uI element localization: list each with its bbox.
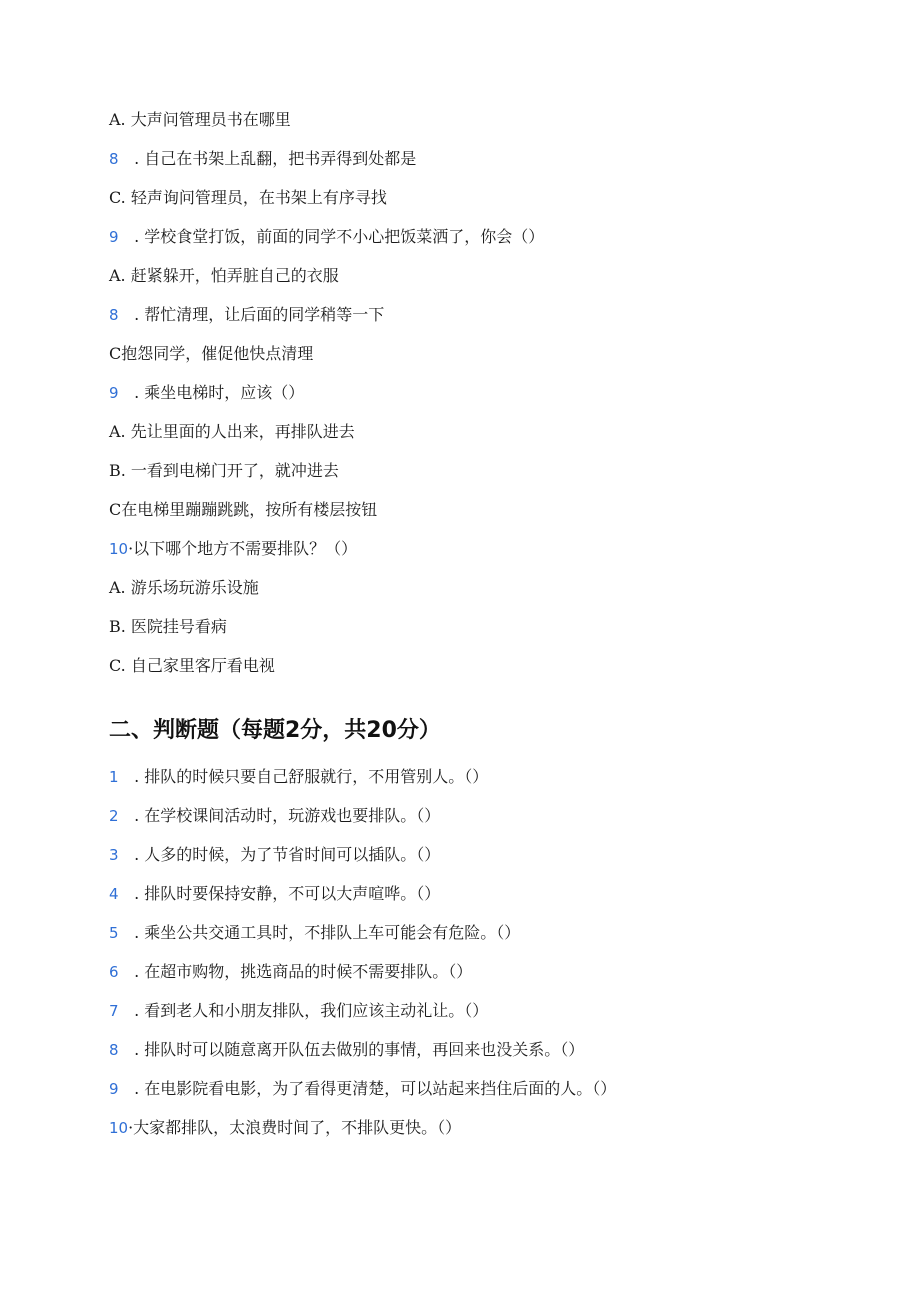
question-text: A. 先让里面的人出来，再排队进去 (109, 422, 355, 441)
section-heading: 二、判断题（每题2分，共20分） (109, 718, 441, 743)
question-line (109, 499, 377, 521)
question-line (109, 538, 357, 560)
question-line (109, 961, 472, 983)
question-line (109, 616, 227, 638)
question-number: 9 (109, 228, 119, 246)
question-number: 8 (109, 1041, 119, 1059)
question-text: . 排队时要保持安静，不可以大声喧哗。（） (129, 884, 441, 903)
question-number: 10 (109, 1119, 129, 1137)
question-number: 9 (109, 1080, 119, 1098)
question-line (109, 766, 488, 788)
question-line (109, 265, 339, 287)
question-text: C. 轻声询问管理员，在书架上有序寻找 (109, 188, 387, 207)
question-text: . 在电影院看电影，为了看得更清楚，可以站起来挡住后面的人。（） (129, 1079, 617, 1098)
question-text: . 在超市购物，挑选商品的时候不需要排队。（） (129, 962, 473, 981)
question-text: . 排队的时候只要自己舒服就行，不用管别人。（） (129, 767, 489, 786)
question-text: . 人多的时候，为了节省时间可以插队。（） (129, 845, 441, 864)
question-line (109, 1078, 616, 1100)
question-number: 1 (109, 768, 119, 786)
question-line (109, 883, 440, 905)
question-number: 2 (109, 807, 119, 825)
question-text: . 看到老人和小朋友排队，我们应该主动礼让。（） (129, 1001, 489, 1020)
question-number: 6 (109, 963, 119, 981)
question-line (109, 109, 291, 131)
question-number: 10 (109, 540, 129, 558)
question-number: 4 (109, 885, 119, 903)
question-line (109, 1039, 584, 1061)
question-text: A. 大声问管理员书在哪里 (109, 110, 291, 129)
question-text: . 排队时可以随意离开队伍去做别的事情，再回来也没关系。（） (129, 1040, 585, 1059)
question-line (109, 343, 313, 365)
question-text: A. 游乐场玩游乐设施 (109, 578, 259, 597)
question-text: B. 医院挂号看病 (109, 617, 227, 636)
question-text: A. 赶紧躲开，怕弄脏自己的衣服 (109, 266, 339, 285)
question-text: . 乘坐电梯时，应该（） (129, 383, 305, 402)
question-text: B. 一看到电梯门开了，就冲进去 (109, 461, 339, 480)
question-line (109, 421, 355, 443)
question-line (109, 304, 384, 326)
question-number: 7 (109, 1002, 119, 1020)
question-text: . 学校食堂打饭，前面的同学不小心把饭菜洒了，你会（） (129, 227, 545, 246)
question-text: C. 自己家里客厅看电视 (109, 656, 275, 675)
question-line (109, 922, 520, 944)
question-line (109, 1117, 461, 1139)
question-line (109, 187, 387, 209)
question-text: ·以下哪个地方不需要排队？（） (128, 539, 358, 558)
question-line (109, 226, 544, 248)
question-line (109, 805, 440, 827)
question-number: 3 (109, 846, 119, 864)
question-text: . 在学校课间活动时，玩游戏也要排队。（） (129, 806, 441, 825)
question-text: ·大家都排队，太浪费时间了，不排队更快。（） (128, 1118, 462, 1137)
question-line (109, 382, 304, 404)
question-text: . 自己在书架上乱翻，把书弄得到处都是 (129, 149, 417, 168)
question-number: 8 (109, 150, 119, 168)
question-text: . 帮忙清理，让后面的同学稍等一下 (129, 305, 385, 324)
question-text: C抱怨同学，催促他快点清理 (109, 344, 314, 363)
question-line (109, 844, 440, 866)
question-line (109, 460, 339, 482)
question-number: 8 (109, 306, 119, 324)
question-text: . 乘坐公共交通工具时，不排队上车可能会有危险。（） (129, 923, 521, 942)
question-number: 5 (109, 924, 119, 942)
question-line (109, 655, 275, 677)
question-number: 9 (109, 384, 119, 402)
question-line (109, 1000, 488, 1022)
question-line (109, 148, 416, 170)
question-line (109, 577, 259, 599)
question-text: C在电梯里蹦蹦跳跳，按所有楼层按钮 (109, 500, 378, 519)
